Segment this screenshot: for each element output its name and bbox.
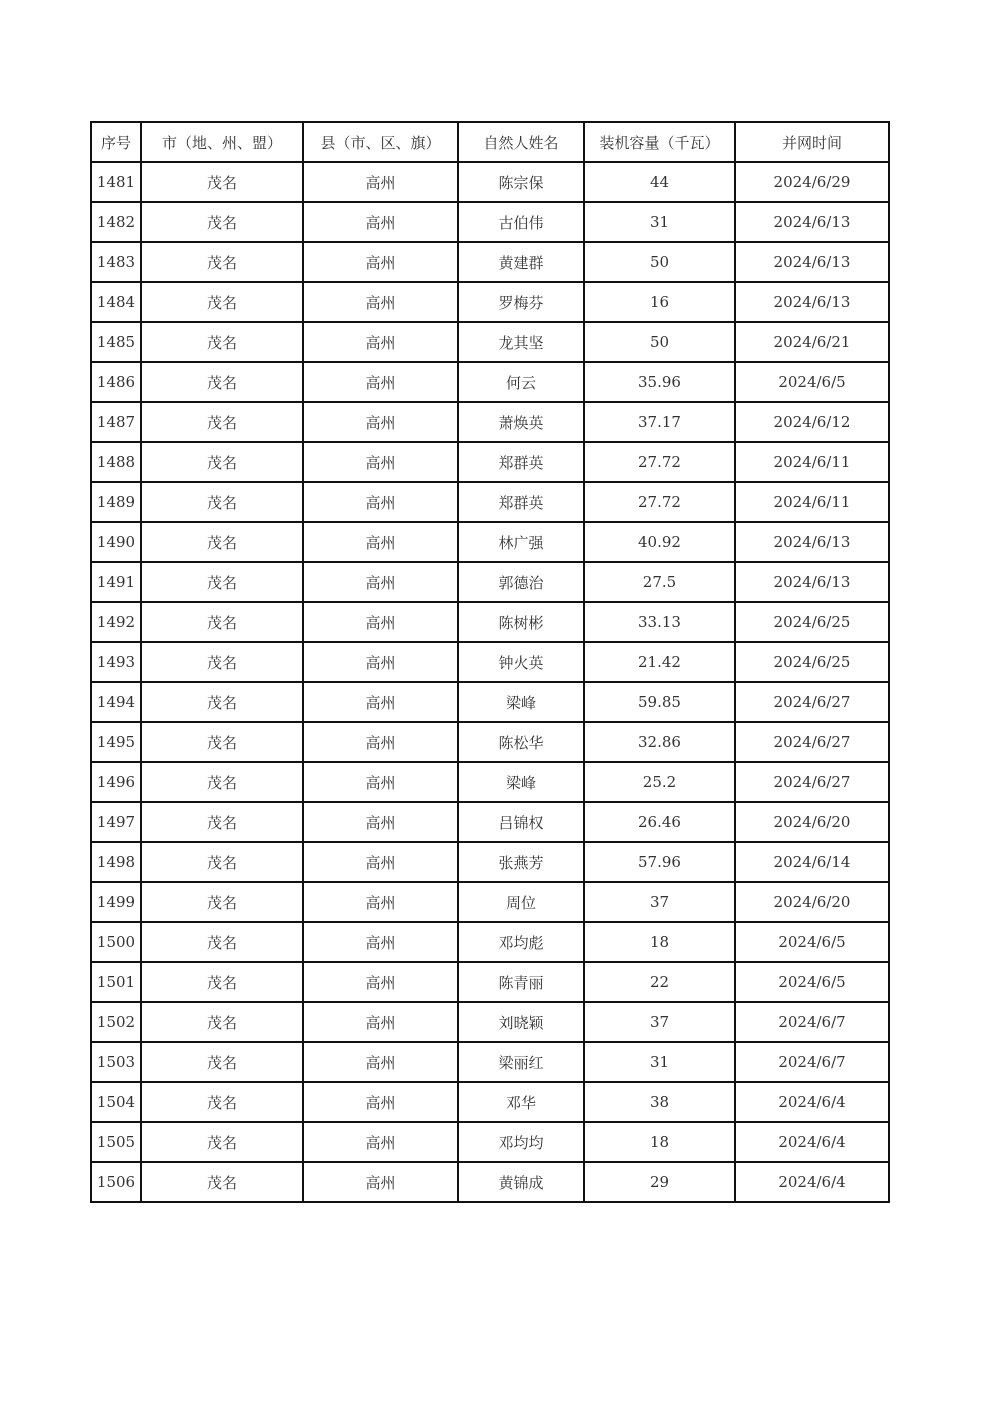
cell-county: 高州 [303,1162,458,1202]
cell-county: 高州 [303,282,458,322]
header-city: 市（地、州、盟） [141,122,303,162]
table-row [91,762,889,802]
cell-person-name: 邓华 [458,1082,584,1122]
cell-seq: 1489 [91,482,141,522]
cell-county: 高州 [303,1122,458,1162]
cell-city: 茂名 [141,762,303,802]
cell-person-name: 刘晓颖 [458,1002,584,1042]
cell-person-name: 吕锦权 [458,802,584,842]
cell-capacity: 35.96 [584,362,735,402]
cell-seq: 1500 [91,922,141,962]
cell-capacity: 31 [584,1042,735,1082]
cell-grid-date: 2024/6/27 [735,682,889,722]
cell-county: 高州 [303,882,458,922]
cell-grid-date: 2024/6/12 [735,402,889,442]
cell-county: 高州 [303,242,458,282]
cell-seq: 1502 [91,1002,141,1042]
cell-person-name: 陈树彬 [458,602,584,642]
cell-seq: 1490 [91,522,141,562]
cell-county: 高州 [303,1042,458,1082]
cell-county: 高州 [303,842,458,882]
cell-city: 茂名 [141,1162,303,1202]
table-header-row [91,122,889,162]
cell-seq: 1488 [91,442,141,482]
cell-person-name: 黄锦成 [458,1162,584,1202]
cell-capacity: 44 [584,162,735,202]
cell-county: 高州 [303,442,458,482]
cell-capacity: 59.85 [584,682,735,722]
cell-grid-date: 2024/6/27 [735,722,889,762]
cell-seq: 1498 [91,842,141,882]
cell-person-name: 陈青丽 [458,962,584,1002]
cell-seq: 1499 [91,882,141,922]
cell-person-name: 钟火英 [458,642,584,682]
cell-person-name: 古伯伟 [458,202,584,242]
cell-person-name: 郑群英 [458,482,584,522]
table-row [91,842,889,882]
cell-city: 茂名 [141,282,303,322]
cell-grid-date: 2024/6/25 [735,642,889,682]
cell-seq: 1484 [91,282,141,322]
cell-grid-date: 2024/6/11 [735,482,889,522]
cell-grid-date: 2024/6/27 [735,762,889,802]
cell-person-name: 何云 [458,362,584,402]
cell-county: 高州 [303,722,458,762]
cell-county: 高州 [303,922,458,962]
cell-grid-date: 2024/6/5 [735,922,889,962]
cell-person-name: 邓均均 [458,1122,584,1162]
cell-county: 高州 [303,1002,458,1042]
table-row [91,1042,889,1082]
table-row [91,722,889,762]
table-row [91,602,889,642]
cell-person-name: 萧焕英 [458,402,584,442]
table-row [91,882,889,922]
cell-seq: 1491 [91,562,141,602]
cell-capacity: 40.92 [584,522,735,562]
cell-city: 茂名 [141,482,303,522]
header-grid-date: 并网时间 [735,122,889,162]
cell-grid-date: 2024/6/5 [735,362,889,402]
cell-county: 高州 [303,482,458,522]
header-capacity: 装机容量（千瓦） [584,122,735,162]
cell-city: 茂名 [141,562,303,602]
cell-seq: 1506 [91,1162,141,1202]
cell-grid-date: 2024/6/13 [735,202,889,242]
cell-person-name: 邓均彪 [458,922,584,962]
cell-county: 高州 [303,682,458,722]
pv-registration-table [90,121,890,1203]
cell-grid-date: 2024/6/7 [735,1042,889,1082]
cell-city: 茂名 [141,802,303,842]
cell-city: 茂名 [141,522,303,562]
cell-seq: 1505 [91,1122,141,1162]
table-row [91,682,889,722]
cell-county: 高州 [303,202,458,242]
cell-capacity: 37.17 [584,402,735,442]
table-row [91,962,889,1002]
cell-capacity: 26.46 [584,802,735,842]
cell-seq: 1504 [91,1082,141,1122]
cell-city: 茂名 [141,402,303,442]
cell-grid-date: 2024/6/13 [735,242,889,282]
cell-capacity: 16 [584,282,735,322]
cell-county: 高州 [303,962,458,1002]
cell-person-name: 梁峰 [458,682,584,722]
cell-city: 茂名 [141,1122,303,1162]
cell-seq: 1501 [91,962,141,1002]
cell-city: 茂名 [141,362,303,402]
cell-county: 高州 [303,522,458,562]
cell-capacity: 27.5 [584,562,735,602]
cell-seq: 1492 [91,602,141,642]
table-row [91,522,889,562]
cell-person-name: 罗梅芬 [458,282,584,322]
cell-capacity: 29 [584,1162,735,1202]
table-row [91,322,889,362]
cell-county: 高州 [303,602,458,642]
cell-person-name: 林广强 [458,522,584,562]
cell-capacity: 32.86 [584,722,735,762]
cell-county: 高州 [303,1082,458,1122]
cell-grid-date: 2024/6/20 [735,882,889,922]
cell-county: 高州 [303,402,458,442]
table-row [91,482,889,522]
table-row [91,802,889,842]
cell-person-name: 郭德治 [458,562,584,602]
cell-grid-date: 2024/6/21 [735,322,889,362]
cell-city: 茂名 [141,1082,303,1122]
cell-capacity: 18 [584,1122,735,1162]
cell-capacity: 37 [584,1002,735,1042]
table-row [91,402,889,442]
cell-grid-date: 2024/6/4 [735,1082,889,1122]
cell-city: 茂名 [141,1002,303,1042]
cell-seq: 1483 [91,242,141,282]
cell-grid-date: 2024/6/11 [735,442,889,482]
cell-grid-date: 2024/6/13 [735,562,889,602]
cell-city: 茂名 [141,722,303,762]
cell-grid-date: 2024/6/14 [735,842,889,882]
cell-seq: 1485 [91,322,141,362]
cell-capacity: 18 [584,922,735,962]
cell-seq: 1481 [91,162,141,202]
header-county: 县（市、区、旗） [303,122,458,162]
cell-grid-date: 2024/6/29 [735,162,889,202]
cell-person-name: 梁丽红 [458,1042,584,1082]
cell-city: 茂名 [141,1042,303,1082]
cell-city: 茂名 [141,842,303,882]
table-row [91,922,889,962]
header-seq: 序号 [91,122,141,162]
cell-capacity: 21.42 [584,642,735,682]
cell-capacity: 50 [584,242,735,282]
cell-capacity: 57.96 [584,842,735,882]
header-person-name: 自然人姓名 [458,122,584,162]
cell-city: 茂名 [141,322,303,362]
cell-county: 高州 [303,562,458,602]
cell-seq: 1503 [91,1042,141,1082]
cell-person-name: 黄建群 [458,242,584,282]
table-row [91,442,889,482]
cell-seq: 1486 [91,362,141,402]
cell-capacity: 25.2 [584,762,735,802]
table-row [91,1162,889,1202]
cell-city: 茂名 [141,922,303,962]
cell-county: 高州 [303,322,458,362]
cell-capacity: 33.13 [584,602,735,642]
cell-grid-date: 2024/6/25 [735,602,889,642]
cell-grid-date: 2024/6/7 [735,1002,889,1042]
table-row [91,1122,889,1162]
cell-grid-date: 2024/6/13 [735,282,889,322]
cell-seq: 1496 [91,762,141,802]
cell-grid-date: 2024/6/13 [735,522,889,562]
cell-person-name: 陈松华 [458,722,584,762]
cell-capacity: 31 [584,202,735,242]
cell-city: 茂名 [141,242,303,282]
cell-seq: 1482 [91,202,141,242]
cell-capacity: 22 [584,962,735,1002]
cell-person-name: 周位 [458,882,584,922]
table-row [91,202,889,242]
cell-person-name: 龙其坚 [458,322,584,362]
cell-county: 高州 [303,362,458,402]
cell-person-name: 梁峰 [458,762,584,802]
table-row [91,1002,889,1042]
cell-county: 高州 [303,762,458,802]
cell-capacity: 27.72 [584,442,735,482]
cell-city: 茂名 [141,202,303,242]
cell-city: 茂名 [141,962,303,1002]
cell-city: 茂名 [141,442,303,482]
cell-seq: 1495 [91,722,141,762]
cell-capacity: 38 [584,1082,735,1122]
table-row [91,242,889,282]
cell-grid-date: 2024/6/4 [735,1162,889,1202]
table-body [91,162,889,1202]
cell-seq: 1494 [91,682,141,722]
cell-capacity: 27.72 [584,482,735,522]
cell-grid-date: 2024/6/4 [735,1122,889,1162]
table-row [91,1082,889,1122]
table-row [91,282,889,322]
cell-grid-date: 2024/6/20 [735,802,889,842]
cell-person-name: 陈宗保 [458,162,584,202]
cell-seq: 1487 [91,402,141,442]
cell-capacity: 50 [584,322,735,362]
cell-seq: 1497 [91,802,141,842]
table-row [91,162,889,202]
table-row [91,642,889,682]
cell-city: 茂名 [141,162,303,202]
cell-person-name: 郑群英 [458,442,584,482]
cell-city: 茂名 [141,682,303,722]
cell-county: 高州 [303,162,458,202]
cell-city: 茂名 [141,602,303,642]
cell-seq: 1493 [91,642,141,682]
table-row [91,562,889,602]
cell-city: 茂名 [141,882,303,922]
cell-capacity: 37 [584,882,735,922]
cell-county: 高州 [303,642,458,682]
cell-person-name: 张燕芳 [458,842,584,882]
table-row [91,362,889,402]
cell-grid-date: 2024/6/5 [735,962,889,1002]
cell-county: 高州 [303,802,458,842]
cell-city: 茂名 [141,642,303,682]
